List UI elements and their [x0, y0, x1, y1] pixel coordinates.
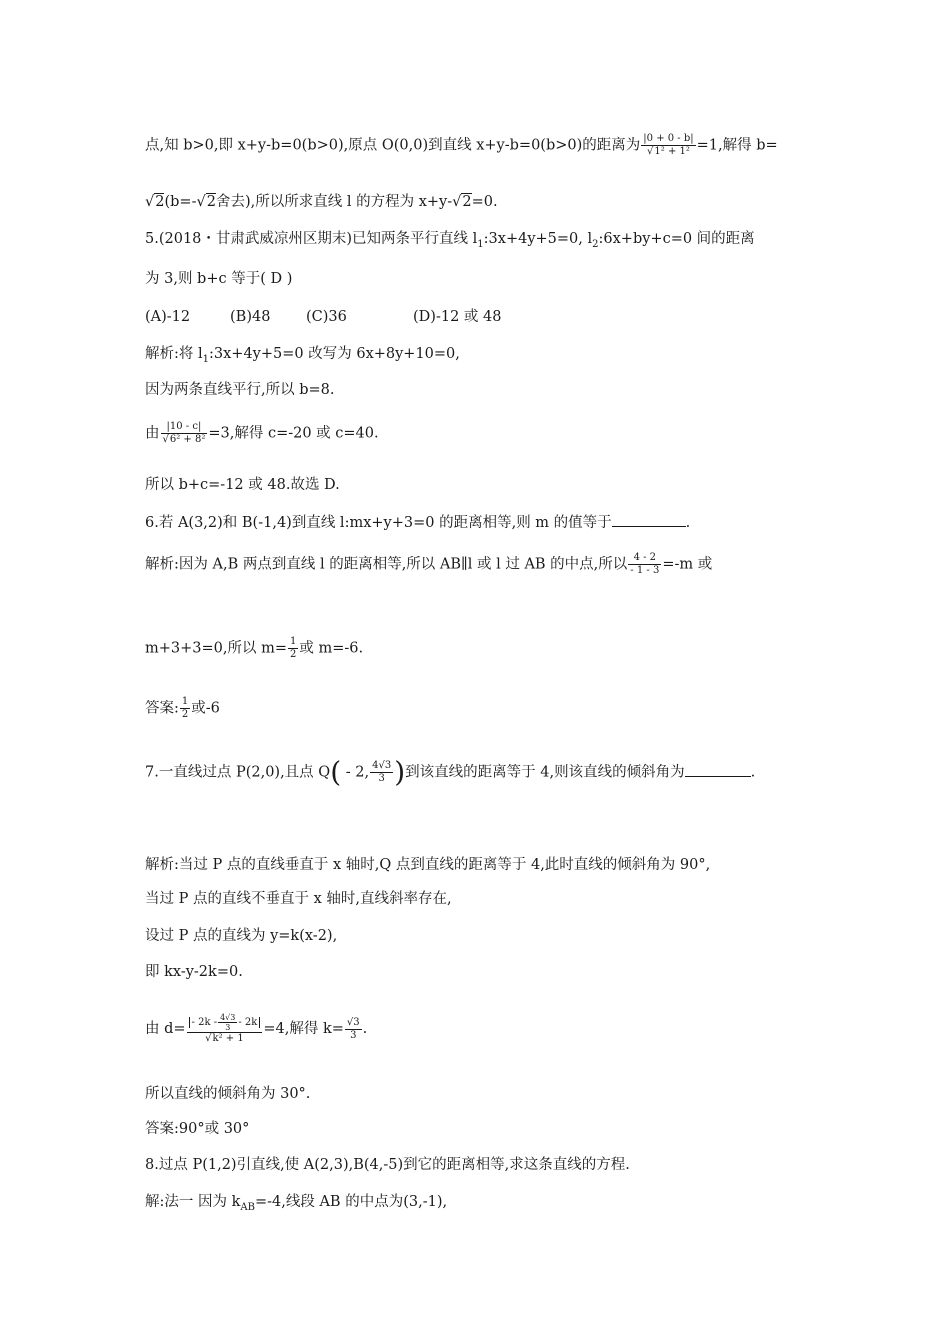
q6-solution-2: m+3+3=0,所以 m= $\frac{1}{2}$ 或 m=-6.	[145, 636, 364, 660]
q7-answer: 答案:90°或 30°	[145, 1121, 250, 1137]
q7-solution-2: 当过 P 点的直线不垂直于 x 轴时,直线斜率存在,	[145, 891, 452, 907]
question-7-stem: 7.一直线过点 P(2,0),且点 Q( - 2, $\frac{4√3}{3}$ )到该直线的距离等于 4,则该直线的倾斜角为 .	[145, 755, 756, 789]
q5-solution-2: 因为两条直线平行,所以 b=8.	[145, 382, 335, 398]
q6-answer: 答案: $\frac{1}{2}$ 或-6	[145, 696, 220, 720]
line-2: √2(b=-√2舍去),所以所求直线 l 的方程为 x+y-√2=0.	[145, 194, 498, 210]
q7-solution-6: 所以直线的倾斜角为 30°.	[145, 1086, 311, 1102]
q5-solution-1: 解析:将 $l_1:3x+4y+5=0$ 改写为 6x+8y+10=0,	[145, 346, 460, 365]
q7-solution-1: 解析:当过 P 点的直线垂直于 x 轴时,Q 点到直线的距离等于 4,此时直线的倾斜角为 90°,	[145, 857, 711, 873]
q5-solution-3: 由 $\frac{|10 - c|}{\text{√6² + 8²}}$ =3,解得 c=-20 或 c=40.	[145, 421, 379, 445]
option-d: (D)-12 或 48	[413, 309, 502, 325]
q8-solution-1: 解:法一 因为 $k_{AB}=-4$,线段 AB 的中点为(3,-1),	[145, 1194, 448, 1213]
option-a: (A)-12	[145, 309, 191, 325]
q5-solution-4: 所以 b+c=-12 或 48.故选 D.	[145, 477, 340, 493]
option-c: (C)36	[306, 309, 347, 325]
distance-fraction: $\frac{|0 + 0 - b|}{\text{√1² + 1²}}$	[643, 133, 694, 157]
question-8-stem: 8.过点 P(1,2)引直线,使 A(2,3),B(4,-5)到它的距离相等,求这条直线的方程.	[145, 1157, 630, 1173]
q7-solution-4: 即 kx-y-2k=0.	[145, 964, 243, 980]
question-5-stem: 5.(2018・甘肃武威凉州区期末)已知两条平行直线 $l_1:3x+4y+5=0$, $l_2:6x+by+c=0$ 间的距离	[145, 231, 755, 250]
q6-solution-1: 解析:因为 A,B 两点到直线 l 的距离相等,所以 AB∥l 或 l 过 AB 的中点,所以 $\frac{4 - 2}{- 1 - 3}$ =-m 或	[145, 552, 713, 576]
option-b: (B)48	[230, 309, 271, 325]
question-5-stem-2: 为 3,则 b+c 等于( D )	[145, 271, 293, 287]
question-6-stem: 6.若 A(3,2)和 B(-1,4)到直线 l:mx+y+3=0 的距离相等,则 m 的值等于 .	[145, 512, 690, 533]
q7-solution-3: 设过 P 点的直线为 y=k(x-2),	[145, 928, 338, 944]
question-5-options	[145, 307, 502, 327]
answer-blank	[612, 512, 686, 527]
answer-blank	[685, 762, 751, 777]
q7-solution-5: 由 d= - 2k - $\frac{4√3}{3}$ - 2k √k² + 1 =4,解得 k= $\frac{√3}{3}$ .	[145, 1013, 368, 1044]
line-1: 点,知 b>0,即 x+y-b=0(b>0),原点 O(0,0)到直线 x+y-b=0(b>0)的距离为 $\frac{|0 + 0 - b|}{\text{√1² + 1²}}$ =1,解得 b=	[145, 133, 778, 157]
